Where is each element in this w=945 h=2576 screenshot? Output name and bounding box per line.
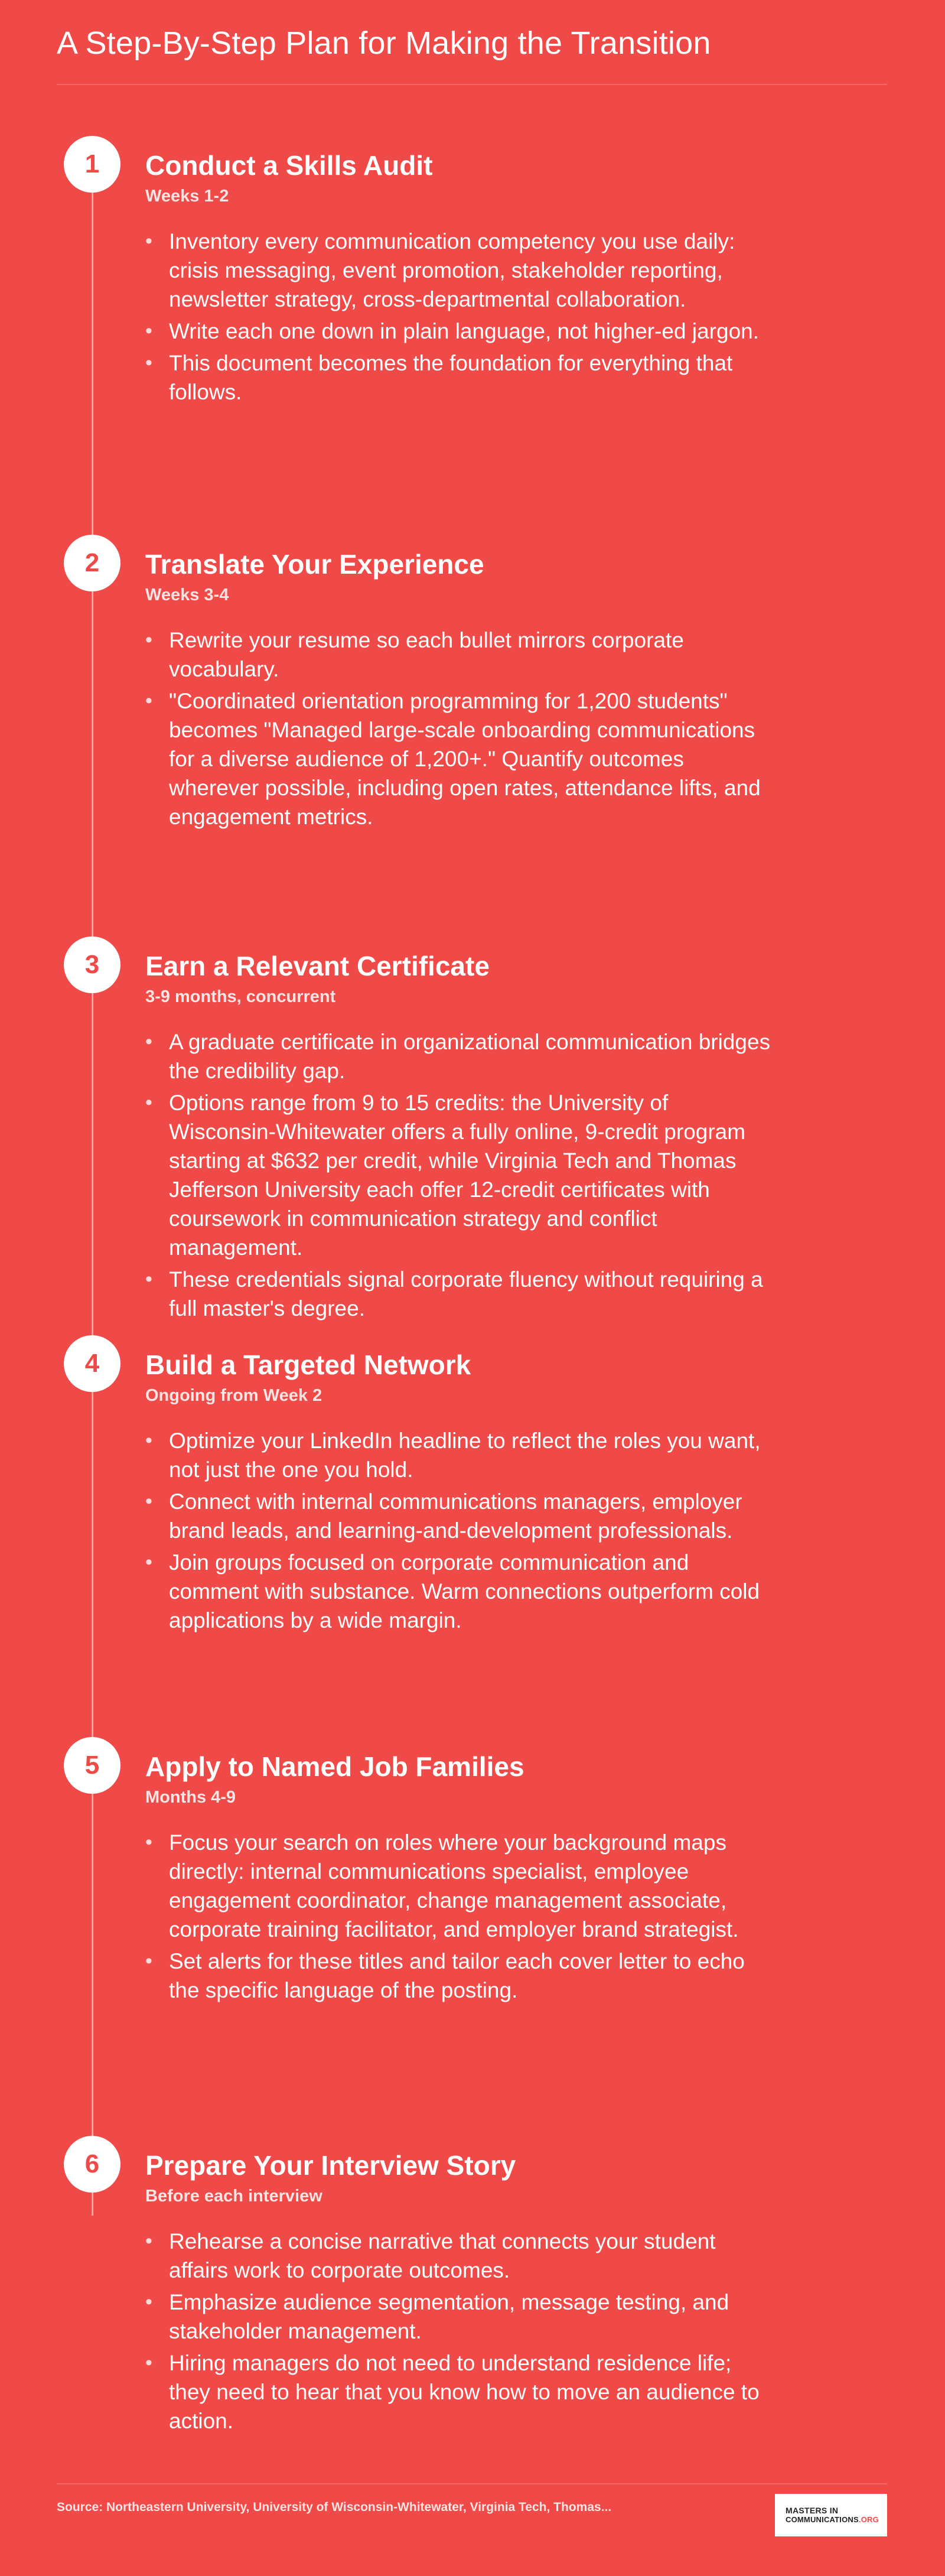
step-number-badge: 3	[64, 936, 120, 993]
step-number-badge: 5	[64, 1737, 120, 1794]
step-number-badge: 2	[64, 535, 120, 591]
step-bullets	[145, 227, 771, 406]
bullet-item: • Join groups focused on corporate communication and comment with substance. Warm connections outperform cold applications by a wide margin.	[145, 1548, 771, 1635]
bullet-item: • A graduate certificate in organizational communication bridges the credibility gap.	[145, 1027, 771, 1085]
title-divider	[57, 84, 887, 85]
logo-line-1: MASTERS IN	[786, 2506, 839, 2515]
step-content	[145, 136, 771, 409]
step-timing: Before each interview	[145, 2187, 322, 2206]
step-title: Conduct a Skills Audit	[145, 150, 433, 181]
logo-line-2	[786, 2515, 887, 2525]
step-timing: Weeks 3-4	[145, 586, 229, 604]
step-title: Build a Targeted Network	[145, 1349, 471, 1380]
bullet-item: • Options range from 9 to 15 credits: the University of Wisconsin-Whitewater offers a fully online, 9-credit program starting at $632 per credit, while Virginia Tech and Thomas Jefferson University each offer 12-credit certificates with coursework in communication strategy and conflict management.	[145, 1088, 771, 1262]
step-title: Earn a Relevant Certificate	[145, 951, 490, 981]
step-number-badge: 4	[64, 1335, 120, 1392]
bullet-item: • "Coordinated orientation programming for 1,200 students" becomes "Managed large-scale onboarding communications for a diverse audience of 1,200+." Quantify outcomes wherever possible, including open rates, attendance lifts, and engagement metrics.	[145, 687, 771, 831]
step-timing: Ongoing from Week 2	[145, 1386, 322, 1405]
footer-divider	[57, 2483, 887, 2484]
bullet-item: • Rehearse a concise narrative that connects your student affairs work to corporate outcomes.	[145, 2227, 771, 2285]
step-bullets	[145, 1426, 771, 1635]
step-title: Apply to Named Job Families	[145, 1751, 524, 1782]
bullet-item: • Focus your search on roles where your background maps directly: internal communications specialist, employee engagement coordinator, change management associate, corporate training facilitator, and employer brand strategist.	[145, 1828, 771, 1944]
step-content	[145, 535, 771, 834]
bullet-item: • These credentials signal corporate fluency without requiring a full master's degree.	[145, 1265, 771, 1323]
bullet-item: • This document becomes the foundation for everything that follows.	[145, 349, 771, 406]
step-content	[145, 936, 771, 1326]
step-number-badge: 6	[64, 2136, 120, 2193]
step-bullets	[145, 626, 771, 831]
step-content	[145, 2136, 771, 2438]
bullet-item: • Hiring managers do not need to understand residence life; they need to hear that you know how to move an audience to action.	[145, 2349, 771, 2435]
bullet-item: • Optimize your LinkedIn headline to reflect the roles you want, not just the one you hold.	[145, 1426, 771, 1484]
brand-logo	[775, 2494, 887, 2536]
bullet-item: • Connect with internal communications managers, employer brand leads, and learning-and-development professionals.	[145, 1487, 771, 1545]
bullet-item: • Emphasize audience segmentation, message testing, and stakeholder management.	[145, 2288, 771, 2346]
step-bullets	[145, 2227, 771, 2435]
bullet-item: • Set alerts for these titles and tailor each cover letter to echo the specific language of the posting.	[145, 1947, 771, 2005]
page-title: A Step-By-Step Plan for Making the Transition	[57, 25, 711, 61]
step-content	[145, 1335, 771, 1638]
bullet-item: • Rewrite your resume so each bullet mirrors corporate vocabulary.	[145, 626, 771, 684]
step-content	[145, 1737, 771, 2008]
source-note: Source: Northeastern University, University of Wisconsin-Whitewater, Virginia Tech, Thomas...	[57, 2500, 612, 2514]
step-timing: Months 4-9	[145, 1788, 236, 1807]
bullet-item: • Write each one down in plain language, not higher-ed jargon.	[145, 317, 771, 346]
step-timing: 3-9 months, concurrent	[145, 987, 336, 1006]
step-timing: Weeks 1-2	[145, 187, 229, 206]
logo-suffix: .ORG	[858, 2515, 879, 2524]
step-title: Prepare Your Interview Story	[145, 2150, 516, 2181]
step-bullets	[145, 1027, 771, 1323]
bullet-item: • Inventory every communication competency you use daily: crisis messaging, event promotion, stakeholder reporting, newsletter strategy, cross-departmental collaboration.	[145, 227, 771, 314]
step-bullets	[145, 1828, 771, 2005]
logo-word: COMMUNICATIONS	[786, 2515, 859, 2524]
timeline-line	[92, 136, 93, 2216]
step-number-badge: 1	[64, 136, 120, 193]
step-title: Translate Your Experience	[145, 549, 484, 580]
